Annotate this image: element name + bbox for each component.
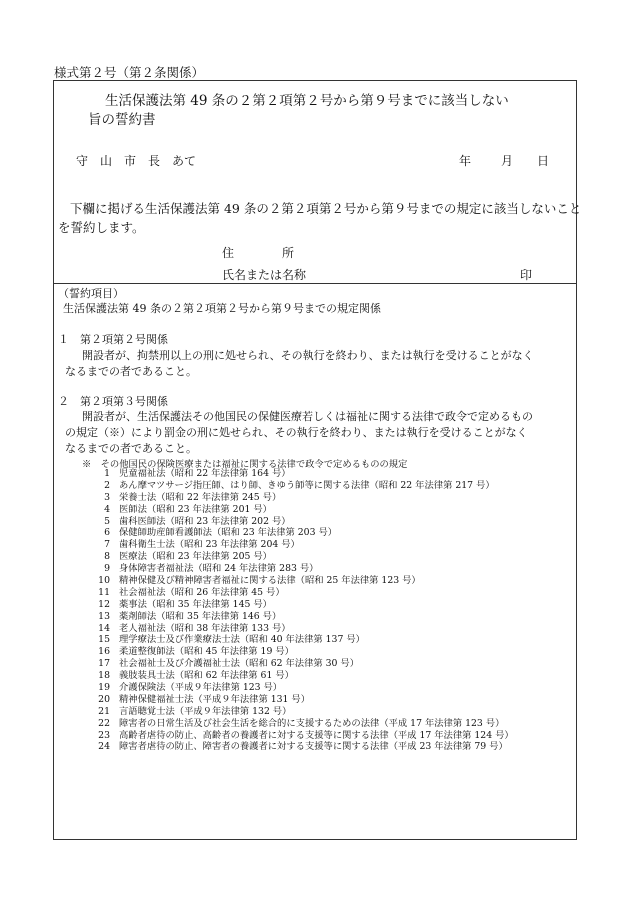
law-list-item [88,492,514,504]
seal-mark: 印 [520,268,533,282]
items-heading: （誓約項目） [58,287,124,300]
law-number: 16 [98,646,110,658]
law-list-item [88,575,514,587]
law-list-item [88,634,514,646]
section-divider [53,283,577,284]
law-text: 歯科医師法（昭和 23 年法律第 202 号） [119,515,291,527]
law-text: 社会福祉法（昭和 26 年法律第 45 号） [119,586,285,598]
law-text: 老人福祉法（昭和 38 年法律第 133 号） [119,622,291,634]
name-label: 氏名または名称 [222,268,307,282]
law-number: 18 [98,670,110,682]
law-text: 理学療法士及び作業療法士法（昭和 40 年法律第 137 号） [119,634,365,646]
law-number: 7 [104,539,110,551]
law-number: 3 [104,491,110,503]
document-title-line1: 生活保護法第 49 条の２第２項第２号から第９号までに該当しない [105,93,509,109]
law-list-item [88,658,514,670]
date-day-label: 日 [537,154,550,168]
law-number: 22 [98,717,110,729]
law-list-item [88,551,514,563]
pledge-text-line2: を誓約します。 [58,220,145,235]
law-list-item [88,468,514,480]
section1-title: １ 第２項第２号関係 [58,333,168,346]
law-number: 13 [98,610,110,622]
law-list-item [88,718,514,730]
law-number: 8 [104,551,110,563]
note-heading: ※ その他国民の保険医療または福祉に関する法律で政令で定めるものの規定 [82,459,408,470]
law-number: 20 [98,693,110,705]
law-text: 身体障害者福祉法（昭和 24 年法律第 283 号） [119,563,319,575]
law-number: 11 [98,586,110,598]
document-title-line2: 旨の誓約書 [88,112,156,128]
law-text: あん摩マツサージ指圧師、はり師、きゆう師等に関する法律（昭和 22 年法律第 217 号） [119,479,495,491]
law-number: 12 [98,598,110,610]
law-text: 薬事法（昭和 35 年法律第 145 号） [119,598,272,610]
law-number: 14 [98,622,110,634]
law-list-item [88,682,514,694]
law-text: 義肢装具士法（昭和 62 年法律第 61 号） [119,670,294,682]
law-number: 1 [104,468,110,479]
law-number: 9 [104,563,110,575]
law-list-item [88,527,514,539]
law-list-item [88,516,514,528]
law-list-item [88,706,514,718]
section1-text-line1: 開設者が、拘禁刑以上の刑に処せられ、その執行を終わり、または執行を受けることがなく [82,349,534,362]
law-list-item [88,646,514,658]
law-number: 17 [98,658,110,670]
law-list [88,468,514,753]
form-number-label: 様式第２号（第２条関係） [54,65,205,80]
law-text: 精神保健福祉士法（平成９年法律第 131 号） [119,693,310,705]
law-list-item [88,730,514,742]
section2-text-line1: 開設者が、生活保護法その他国民の保健医療若しくは福祉に関する法律で政令で定めるもの [82,410,533,423]
law-text: 保健師助産師看護師法（昭和 23 年法律第 203 号） [119,527,338,539]
law-number: 19 [98,682,110,694]
law-list-item [88,611,514,623]
law-list-item [88,741,514,753]
law-number: 6 [104,527,110,539]
law-number: 23 [98,729,110,741]
law-list-item [88,539,514,551]
law-number: 2 [104,479,110,491]
date-month-label: 月 [501,154,514,168]
law-text: 障害者虐待の防止、障害者の養護者に対する支援等に関する法律（平成 23 年法律第 79 号） [119,741,508,753]
section2-text-line2: の規定（※）により罰金の刑に処せられ、その執行を終わり、または執行を受けることがなく [65,426,528,439]
law-text: 児童福祉法（昭和 22 年法律第 164 号） [119,468,291,479]
law-text: 歯科衛生士法（昭和 23 年法律第 204 号） [119,539,300,551]
law-list-item [88,563,514,575]
items-subheading: 生活保護法第 49 条の２第２項第２号から第９号までの規定関係 [63,302,381,315]
law-text: 介護保険法（平成９年法律第 123 号） [119,682,283,694]
law-list-item [88,694,514,706]
law-text: 医療法（昭和 23 年法律第 205 号） [119,551,272,563]
law-number: 21 [98,705,110,717]
law-text: 障害者の日常生活及び社会生活を総合的に支援するための法律（平成 17 年法律第 123 号） [119,717,505,729]
addressee: 守 山 市 長 あて [76,154,197,168]
law-text: 栄養士法（昭和 22 年法律第 245 号） [119,491,282,503]
law-number: 5 [104,515,110,527]
address-label: 住 所 [222,246,295,260]
law-list-item [88,599,514,611]
section2-title: ２ 第２項第３号関係 [58,395,168,408]
law-text: 社会福祉士及び介護福祉士法（昭和 62 年法律第 30 号） [119,658,360,670]
law-number: 4 [104,503,110,515]
date-year-label: 年 [459,154,472,168]
law-number: 24 [98,741,110,753]
law-text: 医師法（昭和 23 年法律第 201 号） [119,503,272,515]
law-list-item [88,504,514,516]
law-number: 15 [98,634,110,646]
law-list-item [88,623,514,635]
law-text: 精神保健及び精神障害者福祉に関する法律（昭和 25 年法律第 123 号） [119,575,421,587]
law-text: 高齢者虐待の防止、高齢者の養護者に対する支援等に関する法律（平成 17 年法律第 124 号） [119,729,514,741]
law-list-item [88,587,514,599]
law-list-item [88,670,514,682]
law-text: 言語聴覚士法（平成９年法律第 132 号） [119,705,292,717]
law-list-item [88,480,514,492]
law-text: 薬剤師法（昭和 35 年法律第 146 号） [119,610,282,622]
pledge-text-line1: 下欄に掲げる生活保護法第 49 条の２第２項第２号から第９号までの規定に該当しないこと [70,201,582,216]
law-number: 10 [98,575,110,587]
section1-text-line2: なるまでの者であること。 [65,365,197,378]
law-text: 柔道整復師法（昭和 45 年法律第 19 号） [119,646,294,658]
section2-text-line3: なるまでの者であること。 [65,442,197,455]
